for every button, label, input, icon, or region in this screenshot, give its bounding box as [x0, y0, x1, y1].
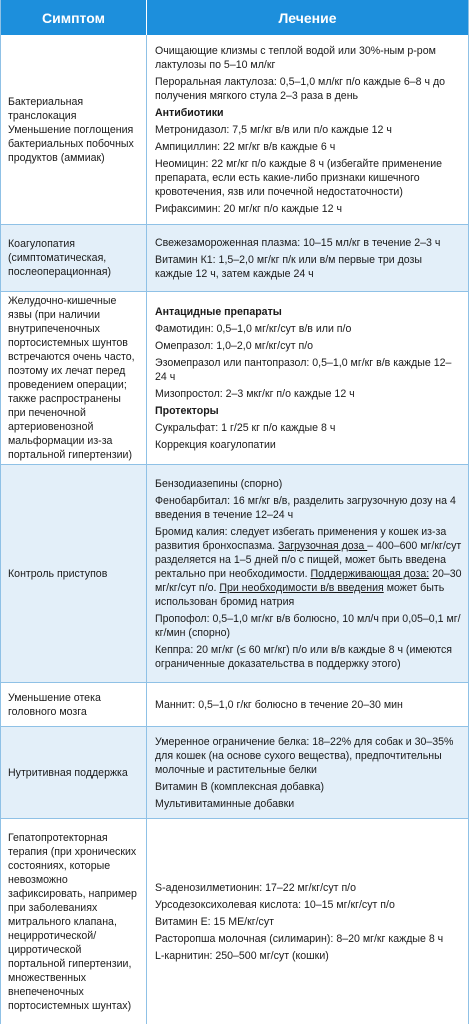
treatment-item: Метронидазол: 7,5 мг/кг в/в или п/о каждые 12 ч	[155, 123, 392, 136]
bromide-text: Бромид калия: следует избегать применения у кошек из-за развития бронхоспазма.	[155, 525, 447, 552]
treatment-item-bromide	[155, 525, 462, 609]
symptom-text: Уменьшение отека головного мозга	[8, 691, 101, 718]
loading-dose-label: Загрузочная доза	[278, 539, 368, 552]
treatment-cell	[147, 819, 468, 1024]
treatment-item: Эзомепразол или пантопразол: 0,5–1,0 мг/кг в/в каждые 12–24 ч	[155, 356, 452, 383]
treatment-item: Фенобарбитал: 16 мг/кг в/в, разделить загрузочную дозу на 4 введения в течение 12–24 ч	[155, 494, 456, 521]
treatment-item: Мизопростол: 2–3 мкг/кг п/о каждые 12 ч	[155, 387, 355, 400]
symptom-text: Коагулопатия (симптоматическая, послеоперационная)	[8, 238, 112, 278]
treatment-subheading: Протекторы	[155, 404, 219, 417]
symptom-cell	[1, 292, 147, 465]
treatment-item: S-аденозилметионин: 17–22 мг/кг/сут п/о	[155, 881, 357, 894]
treatment-item: Фамотидин: 0,5–1,0 мг/кг/сут в/в или п/о	[155, 322, 352, 335]
treatment-item: Неомицин: 22 мг/кг п/о каждые 8 ч (избегайте применение препарата, если есть какие-либо признаки кишечного кровотечения, язв или почечной недостаточности)	[155, 157, 443, 198]
symptom-text: Нутритивная поддержка	[8, 766, 128, 779]
symptom-cell	[1, 727, 147, 819]
treatment-item: Коррекция коагулопатии	[155, 438, 276, 451]
treatment-item: Витамин Е: 15 МЕ/кг/сут	[155, 915, 275, 928]
symptom-text: Гепатопротекторная терапия (при хронических состояниях, которые невозможно зафиксировать, например при заболеваниях митрального клапана, нецирротической/ цирротической портальной гипертензии, множественных внепеченочных портосистемных шунтах)	[8, 831, 137, 1012]
treatment-subheading: Антибиотики	[155, 106, 224, 119]
treatment-item: Кеппра: 20 мг/кг (≤ 60 мг/кг) п/о или в/в каждые 8 ч (имеются ограниченные доказательства в поддержку этого)	[155, 643, 453, 670]
symptom-text: Желудочно-кишечные язвы (при наличии внутрипеченочных портосистемных шунтов встречаются очень часто, поэтому их лечат перед проведением операции; также распространены при печеночной артериовенозной мальформации из-за портальной гипертензии)	[8, 295, 135, 461]
header-treatment: Лечение	[147, 0, 468, 35]
treatment-item: Свежезамороженная плазма: 10–15 мл/кг в течение 2–3 ч	[155, 236, 441, 249]
treatment-item: Урсодезоксихолевая кислота: 10–15 мг/кг/сут п/о	[155, 898, 395, 911]
treatment-item: Очищающие клизмы с теплой водой или 30%-ным р-ром лактулозы по 5–10 мл/кг	[155, 44, 436, 71]
treatment-cell	[147, 465, 468, 683]
treatment-item: L-карнитин: 250–500 мг/сут (кошки)	[155, 949, 329, 962]
treatment-item: Пропофол: 0,5–1,0 мг/кг в/в болюсно, 10 мл/ч при 0,05–0,1 мг/кг/мин (спорно)	[155, 612, 461, 639]
symptom-text: Уменьшение поглощения бактериальных побочных продуктов (аммиак)	[8, 123, 134, 164]
bromide-text: – 400–600 мг/кг/сут разделяется на 1–5 дней п/о с пищей, может быть введена ректально при необходимости.	[155, 539, 462, 580]
header-symptom: Симптом	[1, 0, 147, 35]
iv-note-label: При необходимости в/в введения	[219, 581, 384, 594]
treatment-item: Умеренное ограничение белка: 18–22% для собак и 30–35% для кошек (на основе сухого вещества), предпочтительны молочные и растительные белки	[155, 735, 454, 776]
treatment-item: Рифаксимин: 20 мг/кг п/о каждые 12 ч	[155, 202, 342, 215]
treatment-cell	[147, 35, 468, 225]
treatment-cell	[147, 292, 468, 465]
bromide-text: 20–30 мг/кг/сут п/о.	[155, 567, 462, 594]
treatment-item: Сукральфат: 1 г/25 кг п/о каждые 8 ч	[155, 421, 336, 434]
treatment-cell	[147, 727, 468, 819]
symptom-cell	[1, 683, 147, 727]
symptom-cell	[1, 225, 147, 292]
symptom-text: Бактериальная транслокация	[8, 95, 84, 122]
treatment-item: Мультивитаминные добавки	[155, 797, 295, 810]
symptom-text: Контроль приступов	[8, 567, 108, 580]
treatment-subheading: Антацидные препараты	[155, 305, 282, 318]
symptom-cell	[1, 819, 147, 1024]
treatment-item: Витамин К1: 1,5–2,0 мг/кг п/к или в/м первые три дозы каждые 12 ч, затем каждые 24 ч	[155, 253, 423, 280]
treatment-item: Витамин В (комплексная добавка)	[155, 780, 325, 793]
treatment-item: Расторопша молочная (силимарин): 8–20 мг/кг каждые 8 ч	[155, 932, 444, 945]
treatment-cell	[147, 683, 468, 727]
treatment-item: Омепразол: 1,0–2,0 мг/кг/сут п/о	[155, 339, 314, 352]
treatment-item: Бензодиазепины (спорно)	[155, 477, 283, 490]
bromide-text: может быть использован бромид натрия	[155, 581, 445, 608]
treatment-item: Ампициллин: 22 мг/кг в/в каждые 6 ч	[155, 140, 336, 153]
symptom-cell	[1, 465, 147, 683]
treatment-item: Маннит: 0,5–1,0 г/кг болюсно в течение 20–30 мин	[155, 698, 403, 711]
symptom-cell	[1, 35, 147, 225]
treatment-cell	[147, 225, 468, 292]
maintenance-dose-label: Поддерживающая доза:	[310, 567, 430, 580]
treatment-item: Пероральная лактулоза: 0,5–1,0 мл/кг п/о каждые 6–8 ч до получения мягкого стула 2–3 раза в день	[155, 75, 446, 102]
